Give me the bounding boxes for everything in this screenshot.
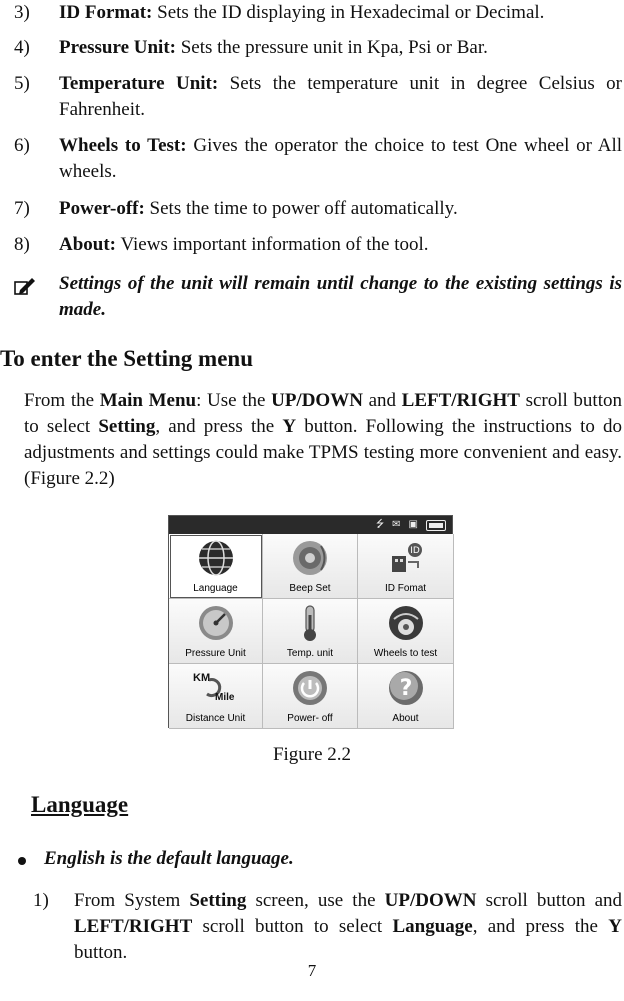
svg-text:ID: ID [409, 546, 420, 556]
menu-item-label: Power- off [287, 713, 333, 724]
wheel-icon [386, 603, 426, 643]
menu-item-distance-unit[interactable] [169, 664, 263, 729]
globe-icon [196, 538, 236, 578]
text-run: From the [24, 390, 100, 411]
battery-icon [426, 520, 446, 531]
list-term: Power-off: [59, 198, 145, 219]
list-number: 7) [14, 198, 30, 219]
list-desc: Gives the operator the choice to test One wheel or All wheels. [59, 135, 623, 182]
bullet-dot-icon [18, 857, 26, 865]
list-number: 5) [14, 73, 30, 94]
menu-item-label: Pressure Unit [185, 648, 246, 659]
card-icon: ▣ [408, 519, 418, 530]
menu-item-pressure-unit[interactable] [169, 599, 263, 664]
menu-item-label: Beep Set [289, 583, 331, 594]
id-format-icon [386, 538, 426, 578]
menu-item-label: Temp. unit [286, 648, 334, 659]
list-desc: Views important information of the tool. [120, 234, 429, 255]
text-bold: Y [608, 916, 622, 937]
usb-icon: ⭍ [375, 519, 385, 530]
status-bar [169, 516, 452, 534]
speaker-icon [290, 538, 330, 578]
list-term: Temperature Unit: [59, 73, 219, 94]
list-term: Pressure Unit: [59, 37, 176, 58]
list-number: 6) [14, 135, 30, 156]
menu-item-temp-unit[interactable] [263, 599, 358, 664]
text-run: : Use the [196, 390, 272, 411]
question-icon [386, 668, 426, 708]
menu-item-about[interactable] [358, 664, 454, 729]
svg-text:?: ? [399, 676, 412, 701]
text-run: scroll button to select [24, 390, 622, 437]
note-text: Settings of the unit will remain until change to the existing settings is made. [59, 273, 622, 320]
power-icon [290, 668, 330, 708]
menu-item-label: About [392, 713, 419, 724]
text-run: screen, use the [246, 890, 385, 911]
text-bold: Setting [98, 416, 156, 437]
envelope-icon: ✉ [392, 519, 401, 530]
step-number: 1) [33, 890, 49, 911]
thermometer-icon [290, 603, 330, 643]
menu-item-wheels-to-test[interactable] [358, 599, 454, 664]
menu-item-beep-set[interactable] [263, 534, 358, 599]
menu-item-power-off[interactable] [263, 664, 358, 729]
text-bold: LEFT/RIGHT [74, 916, 193, 937]
text-bold: Y [282, 416, 297, 437]
text-run: scroll button and [476, 890, 623, 911]
settings-menu-grid [169, 534, 452, 729]
pressure-gauge-icon [196, 603, 236, 643]
text-bold: UP/DOWN [384, 890, 477, 911]
menu-item-id-format[interactable] [358, 534, 454, 599]
pencil-note-icon [14, 276, 36, 296]
text-run: and [362, 390, 402, 411]
km-text: KM [192, 672, 210, 684]
list-number: 3) [14, 2, 30, 23]
km-mile-icon [189, 668, 243, 708]
list-desc: Sets the temperature unit in degree Celsius or Fahrenheit. [59, 73, 623, 120]
text-bold: Setting [189, 890, 247, 911]
instruction-paragraph [24, 388, 622, 492]
bullet-text: English is the default language. [44, 848, 294, 869]
list-term: ID Format: [59, 2, 153, 23]
text-bold: Language [392, 916, 473, 937]
text-run: button. Following the instructions to do adjustments and settings could make TPMS testing more convenient and easy. (Figure 2.2) [24, 416, 622, 489]
text-bold: LEFT/RIGHT [401, 390, 520, 411]
list-desc: Sets the time to power off automatically. [149, 198, 458, 219]
list-term: About: [59, 234, 117, 255]
page-number: 7 [307, 961, 317, 980]
menu-item-label: Wheels to test [373, 648, 438, 659]
text-bold: UP/DOWN [271, 390, 363, 411]
list-term: Wheels to Test: [59, 135, 187, 156]
section-title: To enter the Setting menu [0, 346, 253, 371]
text-run: button. [74, 942, 128, 963]
settings-screen-figure [168, 515, 453, 728]
mile-text: Mile [214, 692, 234, 703]
menu-item-label: ID Fomat [384, 583, 427, 594]
figure-caption: Figure 2.2 [272, 744, 352, 765]
list-desc: Sets the ID displaying in Hexadecimal or Decimal. [157, 2, 545, 23]
text-run: , and press the [155, 416, 283, 437]
menu-item-label: Language [193, 583, 238, 594]
language-heading: Language [31, 792, 129, 817]
text-run: From System [74, 890, 190, 911]
text-run: scroll button to select [192, 916, 393, 937]
list-number: 8) [14, 234, 30, 255]
text-run: , and press the [472, 916, 609, 937]
menu-item-label: Distance Unit [185, 713, 246, 724]
menu-item-language[interactable] [169, 534, 263, 599]
step-text [74, 888, 622, 966]
text-bold: Main Menu [99, 390, 197, 411]
list-number: 4) [14, 37, 30, 58]
list-desc: Sets the pressure unit in Kpa, Psi or Bar. [180, 37, 488, 58]
